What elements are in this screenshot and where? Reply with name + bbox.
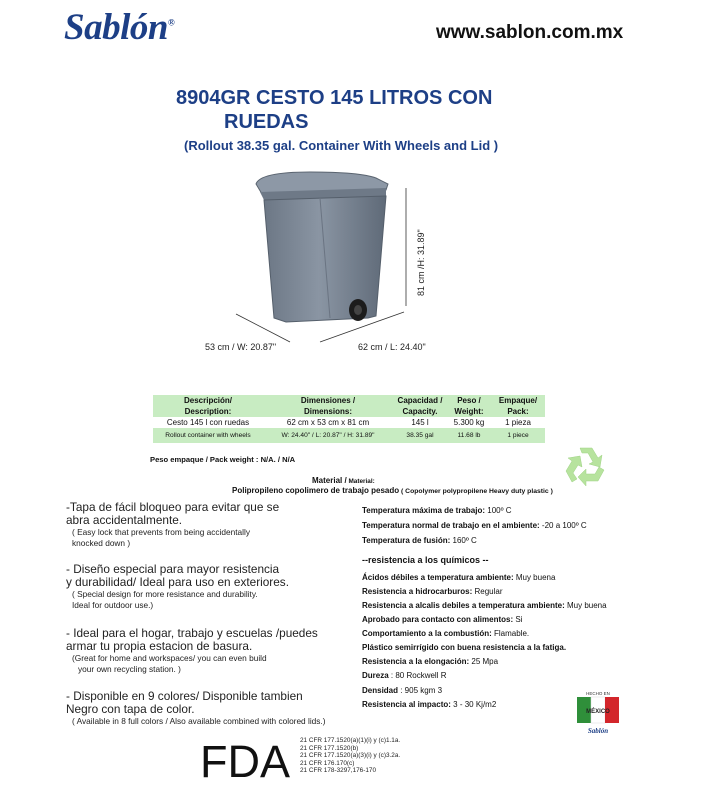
header-dimensions-en: Dimensions: [263,406,393,417]
property-value: : 905 kgm 3 [398,686,443,695]
badge-brand: Sablón [587,727,609,735]
material-description [232,486,553,495]
material-title [312,476,375,485]
brand-name: Sablón [64,7,168,48]
website-url[interactable]: www.sablon.com.mx [436,22,624,43]
feature-en-line: knocked down ) [72,538,131,548]
property-value: Regular [472,587,503,596]
property-density [362,686,442,696]
cell-capacity-en: 38.35 gal [393,428,447,443]
cell-pack: 1 pieza [491,417,545,428]
pack-weight: Peso empaque / Pack weight : N/A. / N/A [150,455,296,464]
property-label: Ácidos débiles a temperatura ambiente: [362,573,514,582]
product-title [176,86,536,134]
product-subtitle: (Rollout 38.35 gal. Container With Wheels and Lid ) [184,138,499,153]
feature-usage [66,627,366,675]
brand-logo [64,6,174,49]
cell-dimensions-en: W: 24.40" / L: 20.87" / H: 31.89" [263,428,393,443]
header-pack-en: Pack: [491,406,545,417]
cell-weight-en: 11.68 lb [447,428,491,443]
feature-es-line: armar tu propia estacion de basura. [66,639,253,653]
property-hardness [362,671,446,681]
resistance-title: --resistencia a los químicos -- [362,555,489,565]
fda-label: FDA [200,736,290,787]
material-desc-en: ( Copolymer polypropilene Heavy duty plastic ) [399,488,553,495]
spec-table [153,395,545,443]
feature-colors [66,690,366,727]
properties-list [362,506,702,709]
feature-en-line: Ideal for outdoor use.) [72,600,154,610]
cell-capacity: 145 l [393,417,447,428]
property-food-contact [362,615,522,625]
property-label: Comportamiento a la combustión: [362,629,492,638]
property-value: 160º C [450,536,477,545]
feature-lock-lid [66,501,366,549]
property-value: Muy buena [513,573,556,582]
cell-description: Cesto 145 l con ruedas [153,417,263,428]
feature-en-line: ( Available in 8 full colors / Also available combined with colored lids.) [72,716,326,726]
property-weak-acids [362,573,555,583]
property-label: Resistencia al impacto: [362,700,451,709]
header-pack: Empaque/ [491,395,545,406]
property-fatigue [362,643,566,653]
feature-en-line: (Great for home and workspaces/ you can even build [72,653,267,663]
table-row [153,417,545,428]
feature-es-line: - Disponible en 9 colores/ Disponible tambien [66,689,303,703]
feature-es-line: - Diseño especial para mayor resistencia [66,562,280,576]
property-max-temp [362,506,512,516]
spec-header-row [153,395,545,406]
property-value: -20 a 100º C [539,521,587,530]
header-capacity-en: Capacity. [393,406,447,417]
badge-country: MÉXICO [586,709,610,715]
width-dimension: 53 cm / W: 20.87" [205,342,277,352]
table-row [153,428,545,443]
fda-code: 21 CFR 178-3297,176-170 [300,767,377,775]
property-label: Temperatura normal de trabajo en el ambiente: [362,521,540,530]
feature-es-line: y durabilidad/ Ideal para uso en exteriores. [66,575,289,589]
property-label: Densidad [362,686,399,695]
length-dimension: 62 cm / L: 24.40" [358,342,426,352]
feature-en-line: ( Easy lock that prevents from being accidentally [72,527,251,537]
property-value: : 80 Rockwell R [388,671,447,680]
cell-description-en: Rollout container with wheels [153,428,263,443]
property-combustion [362,629,529,639]
property-value: 3 - 30 Kj/m2 [450,700,497,709]
property-alkalis [362,601,607,611]
feature-design [66,563,366,611]
header-weight-en: Weight: [447,406,491,417]
header-description-en: Description: [153,406,263,417]
fda-code: 21 CFR 177.1520(b) [300,744,359,752]
recycle-icon [562,442,610,490]
product-title-line1: 8904GR CESTO 145 LITROS CON [176,87,493,109]
feature-es-line: - Ideal para el hogar, trabajo y escuelas /puedes [66,626,318,640]
cell-weight: 5.300 kg [447,417,491,428]
header-dimensions: Dimensiones / [263,395,393,406]
fda-code: 21 CFR 177.1520(a)(1)(i) y (c)1.1a. [300,737,401,744]
header-description: Descripción/ [153,395,263,406]
fda-code: 21 CFR 176.170(c) [300,759,355,767]
property-value: 25 Mpa [469,657,499,666]
property-label: Resistencia a hidrocarburos: [362,587,473,596]
fda-code: 21 CFR 177.1520(a)(3)(i) y (c)3.2a. [300,752,401,760]
feature-en-line: your own recycling station. ) [78,664,181,674]
height-dimension: 81 cm /H: 31.89" [416,229,426,296]
property-value: 100º C [485,506,512,515]
property-value: Muy buena [564,601,607,610]
material-desc-es: Polipropileno copolimero de trabajo pesado [232,486,400,495]
feature-es-line: -Tapa de fácil bloqueo para evitar que se [66,500,280,514]
property-label: Aprobado para contacto con alimentos: [362,615,514,624]
property-label: Temperatura de fusión: [362,536,451,545]
badge-top-text: HECHO EN [586,691,610,696]
registered-mark: ® [167,17,175,28]
property-hydrocarbons [362,587,503,597]
spec-header-row-en [153,406,545,417]
property-value: Flamable. [491,629,530,638]
cell-pack-en: 1 piece [491,428,545,443]
feature-en-line: ( Special design for more resistance and durability. [72,589,258,599]
property-value: Si [513,615,523,624]
made-in-mexico-badge [577,689,619,737]
property-impact [362,700,496,710]
cell-dimensions: 62 cm x 53 cm x 81 cm [263,417,393,428]
property-elongation [362,657,498,667]
feature-es-line: abra accidentalmente. [66,513,183,527]
property-normal-temp [362,521,587,531]
property-fusion-temp [362,536,477,546]
property-label: Plástico semirrígido con buena resistencia a la fatiga. [362,643,567,652]
property-label: Resistencia a la elongación: [362,657,470,666]
product-title-line2: RUEDAS [224,111,309,133]
header-weight: Peso / [447,395,491,406]
fda-codes [300,737,400,775]
property-label: Dureza [362,671,389,680]
material-title-en: Material: [346,478,375,485]
header-capacity: Capacidad / [393,395,447,406]
property-label: Resistencia a alcalis debiles a temperatura ambiente: [362,601,565,610]
property-label: Temperatura máxima de trabajo: [362,506,486,515]
material-title-es: Material / [312,476,347,485]
feature-es-line: Negro con tapa de color. [66,702,195,716]
